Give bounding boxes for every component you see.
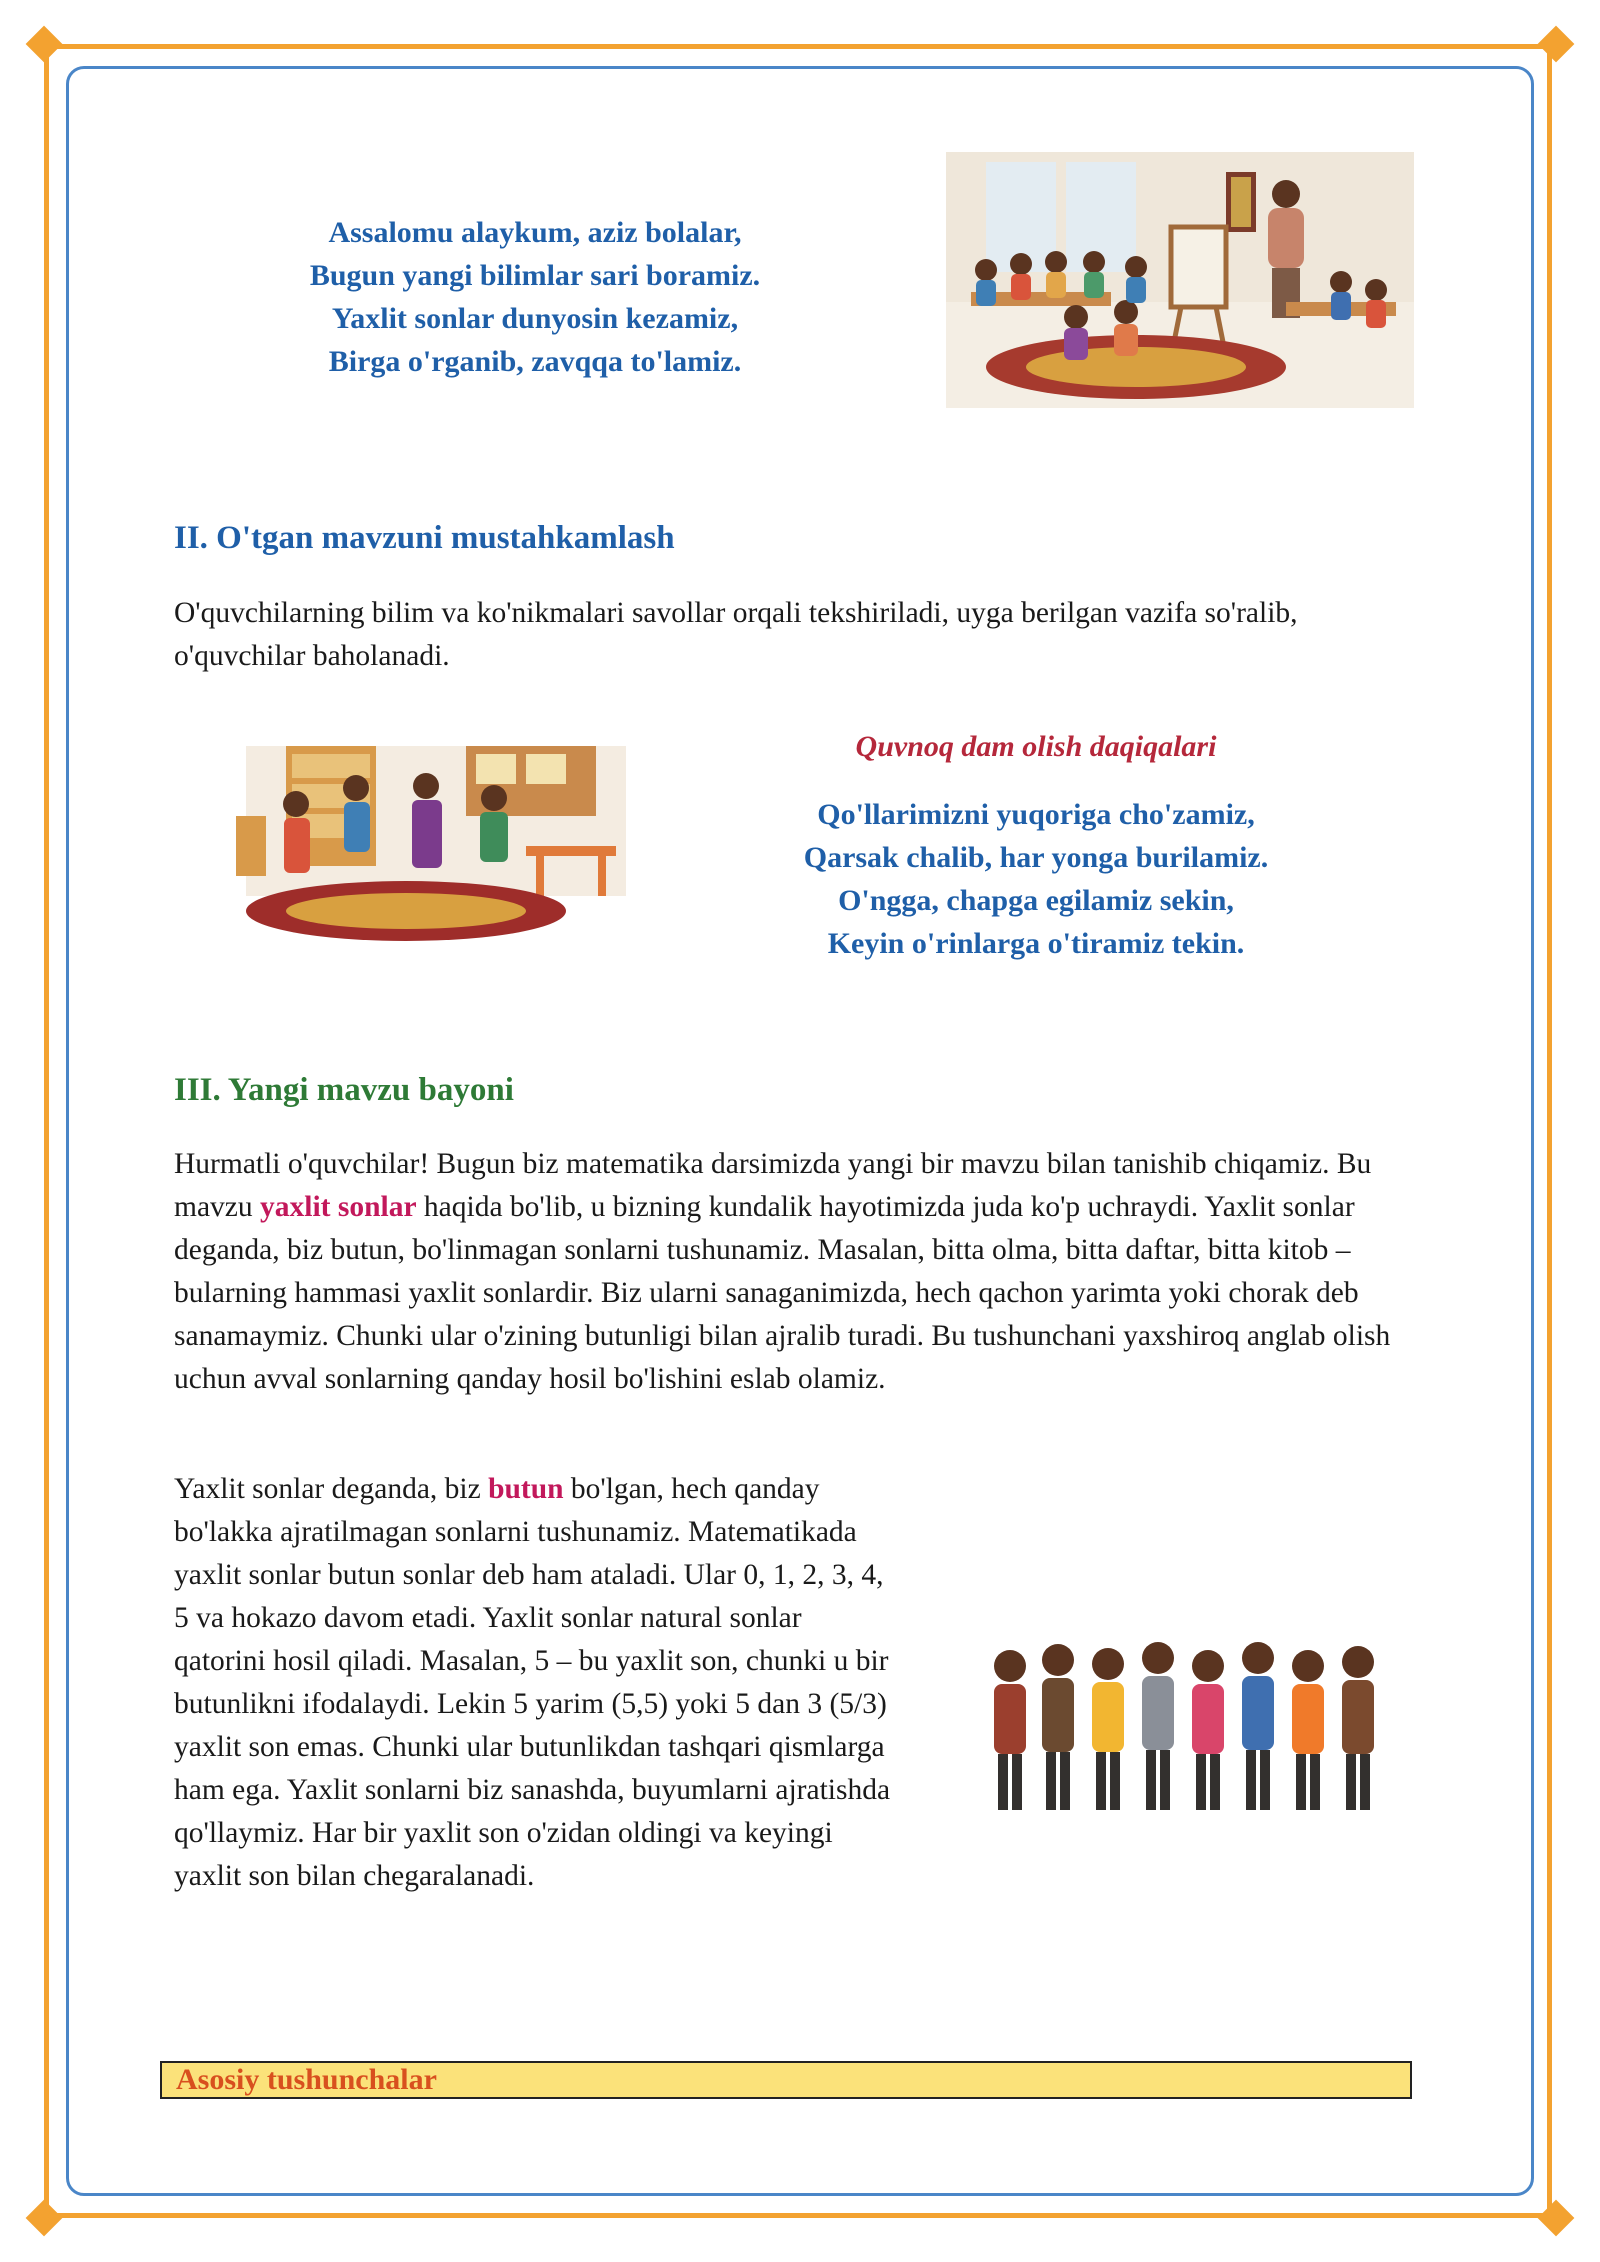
section-paragraph — [174, 1143, 1424, 1401]
paragraph-text: bo'lgan, hech qanday bo'lakka ajratilmagan sonlarni tushunamiz. Matematikada yaxlit sonlar butun sonlar deb ham ataladi. Ular 0, 1, 2, 3, 4, 5 va hokazo davom etadi. Yaxlit sonlar natural sonlar qatorini hosil qiladi. Masalan, 5 – bu yaxlit son, chunki u bir butunlikni ifodalaydi. Lekin 5 yarim (5,5) yoki 5 dan 3 (5/3) yaxlit son emas. Chunki ular butunlikdan tashqari qismlarga ham ega. Yaxlit sonlarni biz sanashda, buyumlarni ajratishda qo'llaymiz. Har bir yaxlit son o'zidan oldingi va keyingi yaxlit son bilan chegaralanadi. — [174, 1473, 891, 1892]
paragraph-text: haqida bo'lib, u bizning kundalik hayotimizda juda ko'p uchraydi. Yaxlit sonlar deganda, biz butun, bo'linmagan sonlarni tushunamiz. Masalan, bitta olma, bitta daftar, bitta kitob – bularning hammasi yaxlit sonlardir. Biz ularni sanaganimizda, hech qachon yarimta yoki chorak deb sanamaymiz. Chunki ular o'zining butunligi bilan ajralib turadi. Bu tushunchani yaxshiroq anglab olish uchun avval sonlarning qanday hosil bo'lishini eslab olamiz. — [174, 1191, 1391, 1395]
poem-line: Assalomu alaykum, aziz bolalar, — [328, 216, 742, 249]
greeting-poem — [245, 211, 825, 383]
kids-dancing-illustration — [226, 726, 646, 946]
break-poem-title: Quvnoq dam olish daqiqalari — [855, 730, 1217, 763]
section-paragraph: O'quvchilarning bilim va ko'nikmalari savollar orqali tekshiriladi, uyga berilgan vazifa so'ralib, o'quvchilar baholanadi. — [174, 597, 1298, 672]
poem-line: Bugun yangi bilimlar sari boramiz. — [309, 259, 761, 292]
classroom-illustration — [946, 152, 1414, 408]
key-concepts-banner: Asosiy tushunchalar — [160, 2061, 1412, 2099]
highlighted-term: butun — [488, 1473, 564, 1505]
poem-line: O'ngga, chapga egilamiz sekin, — [838, 884, 1234, 917]
poem-line: Qarsak chalib, har yonga burilamiz. — [803, 841, 1269, 874]
highlighted-term: yaxlit sonlar — [260, 1191, 417, 1223]
break-poem — [726, 725, 1346, 965]
paragraph-text: Yaxlit sonlar deganda, biz — [174, 1473, 489, 1505]
poem-line: Birga o'rganib, zavqqa to'lamiz. — [328, 345, 742, 378]
poem-line: Keyin o'rinlarga o'tiramiz tekin. — [827, 927, 1245, 960]
poem-line: Yaxlit sonlar dunyosin kezamiz, — [331, 302, 739, 335]
section-heading: II. O'tgan mavzuni mustahkamlash — [174, 520, 675, 556]
poem-line: Qo'llarimizni yuqoriga cho'zamiz, — [817, 798, 1255, 831]
section-heading: III. Yangi mavzu bayoni — [174, 1072, 514, 1108]
children-group-illustration — [970, 1628, 1390, 1828]
paragraph-text: Hurmatli o'quvchilar! Bugun biz matematika darsimizda yangi bir mavzu bilan tanishib chiqamiz. Bu mavzu — [174, 1148, 1372, 1223]
section-paragraph — [174, 1468, 894, 1898]
